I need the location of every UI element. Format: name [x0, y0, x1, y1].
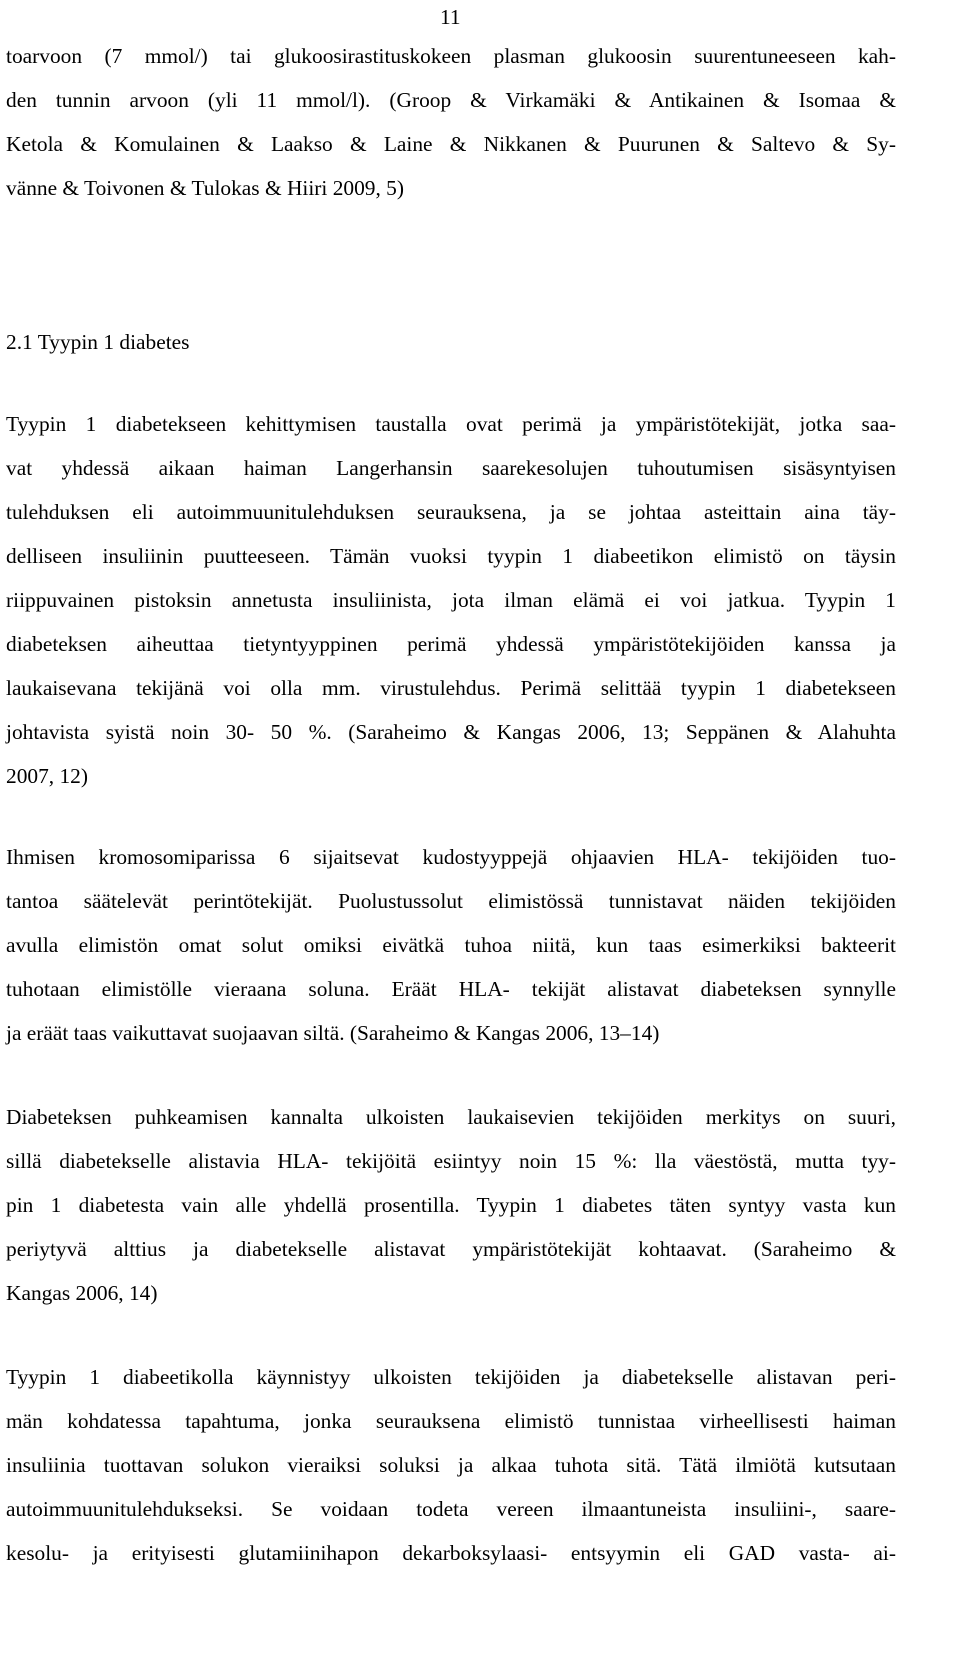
paragraph-line: Kangas 2006, 14) — [6, 1281, 158, 1305]
paragraph-line: Diabeteksen puhkeamisen kannalta ulkoisten laukaisevien tekijöiden merkitys on suuri, — [6, 1105, 896, 1129]
paragraph-line: laukaisevana tekijänä voi olla mm. virustulehdus. Perimä selittää tyypin 1 diabetekseen — [6, 676, 896, 700]
paragraph-line: män kohdatessa tapahtuma, jonka seurauksena elimistö tunnistaa virheellisesti haiman — [6, 1409, 896, 1433]
paragraph-line: kesolu- ja erityisesti glutamiinihapon dekarboksylaasi- entsyymin eli GAD vasta- ai- — [6, 1541, 896, 1565]
paragraph-line: Tyypin 1 diabeetikolla käynnistyy ulkoisten tekijöiden ja diabetekselle alistavan peri- — [6, 1365, 896, 1389]
paragraph-line: johtavista syistä noin 30- 50 %. (Saraheimo & Kangas 2006, 13; Seppänen & Alahuhta — [6, 720, 896, 744]
paragraph-line: Ihmisen kromosomiparissa 6 sijaitsevat kudostyyppejä ohjaavien HLA- tekijöiden tuo- — [6, 845, 896, 869]
intro-paragraph — [6, 34, 896, 210]
paragraph-line: avulla elimistön omat solut omiksi eivätkä tuhoa niitä, kun taas esimerkiksi bakteerit — [6, 933, 896, 957]
paragraph-line: riippuvainen pistoksin annetusta insuliinista, jota ilman elämä ei voi jatkua. Tyypin 1 — [6, 588, 896, 612]
paragraph-line: vat yhdessä aikaan haiman Langerhansin saarekesolujen tuhoutumisen sisäsyntyisen — [6, 456, 896, 480]
paragraph-line: ja eräät taas vaikuttavat suojaavan siltä. (Saraheimo & Kangas 2006, 13–14) — [6, 1021, 660, 1045]
paragraph-3 — [6, 1095, 896, 1315]
paragraph-line: tulehduksen eli autoimmuunitulehduksen seurauksena, ja se johtaa asteittain aina täy- — [6, 500, 896, 524]
paragraph-1 — [6, 402, 896, 798]
paragraph-4 — [6, 1355, 896, 1575]
page-number: 11 — [440, 5, 461, 29]
paragraph-line: vänne & Toivonen & Tulokas & Hiiri 2009, 5) — [6, 176, 404, 200]
paragraph-line: pin 1 diabetesta vain alle yhdellä prosentilla. Tyypin 1 diabetes täten syntyy vasta kun — [6, 1193, 896, 1217]
paragraph-line: autoimmuunitulehdukseksi. Se voidaan todeta vereen ilmaantuneista insuliini-, saare- — [6, 1497, 896, 1521]
paragraph-line: insuliinia tuottavan solukon vieraiksi soluksi ja alkaa tuhota sitä. Tätä ilmiötä kutsutaan — [6, 1453, 896, 1477]
paragraph-line: Ketola & Komulainen & Laakso & Laine & Nikkanen & Puurunen & Saltevo & Sy- — [6, 132, 896, 156]
paragraph-line: sillä diabetekselle alistavia HLA- tekijöitä esiintyy noin 15 %: lla väestöstä, mutta tyy- — [6, 1149, 896, 1173]
paragraph-line: 2007, 12) — [6, 764, 88, 788]
paragraph-line: toarvoon (7 mmol/) tai glukoosirastituskokeen plasman glukoosin suurentuneeseen kah- — [6, 44, 896, 68]
paragraph-line: tuhotaan elimistölle vieraana soluna. Eräät HLA- tekijät alistavat diabeteksen synnylle — [6, 977, 896, 1001]
section-heading: 2.1 Tyypin 1 diabetes — [6, 330, 190, 354]
paragraph-line: tantoa säätelevät perintötekijät. Puolustussolut elimistössä tunnistavat näiden tekijöiden — [6, 889, 896, 913]
paragraph-line: den tunnin arvoon (yli 11 mmol/l). (Groop & Virkamäki & Antikainen & Isomaa & — [6, 88, 896, 112]
paragraph-line: periytyvä alttius ja diabetekselle alistavat ympäristötekijät kohtaavat. (Saraheimo & — [6, 1237, 896, 1261]
paragraph-line: diabeteksen aiheuttaa tietyntyyppinen perimä yhdessä ympäristötekijöiden kanssa ja — [6, 632, 896, 656]
paragraph-2 — [6, 835, 896, 1055]
paragraph-line: delliseen insuliinin puutteeseen. Tämän vuoksi tyypin 1 diabeetikon elimistö on täysin — [6, 544, 896, 568]
paragraph-line: Tyypin 1 diabetekseen kehittymisen taustalla ovat perimä ja ympäristötekijät, jotka saa- — [6, 412, 896, 436]
